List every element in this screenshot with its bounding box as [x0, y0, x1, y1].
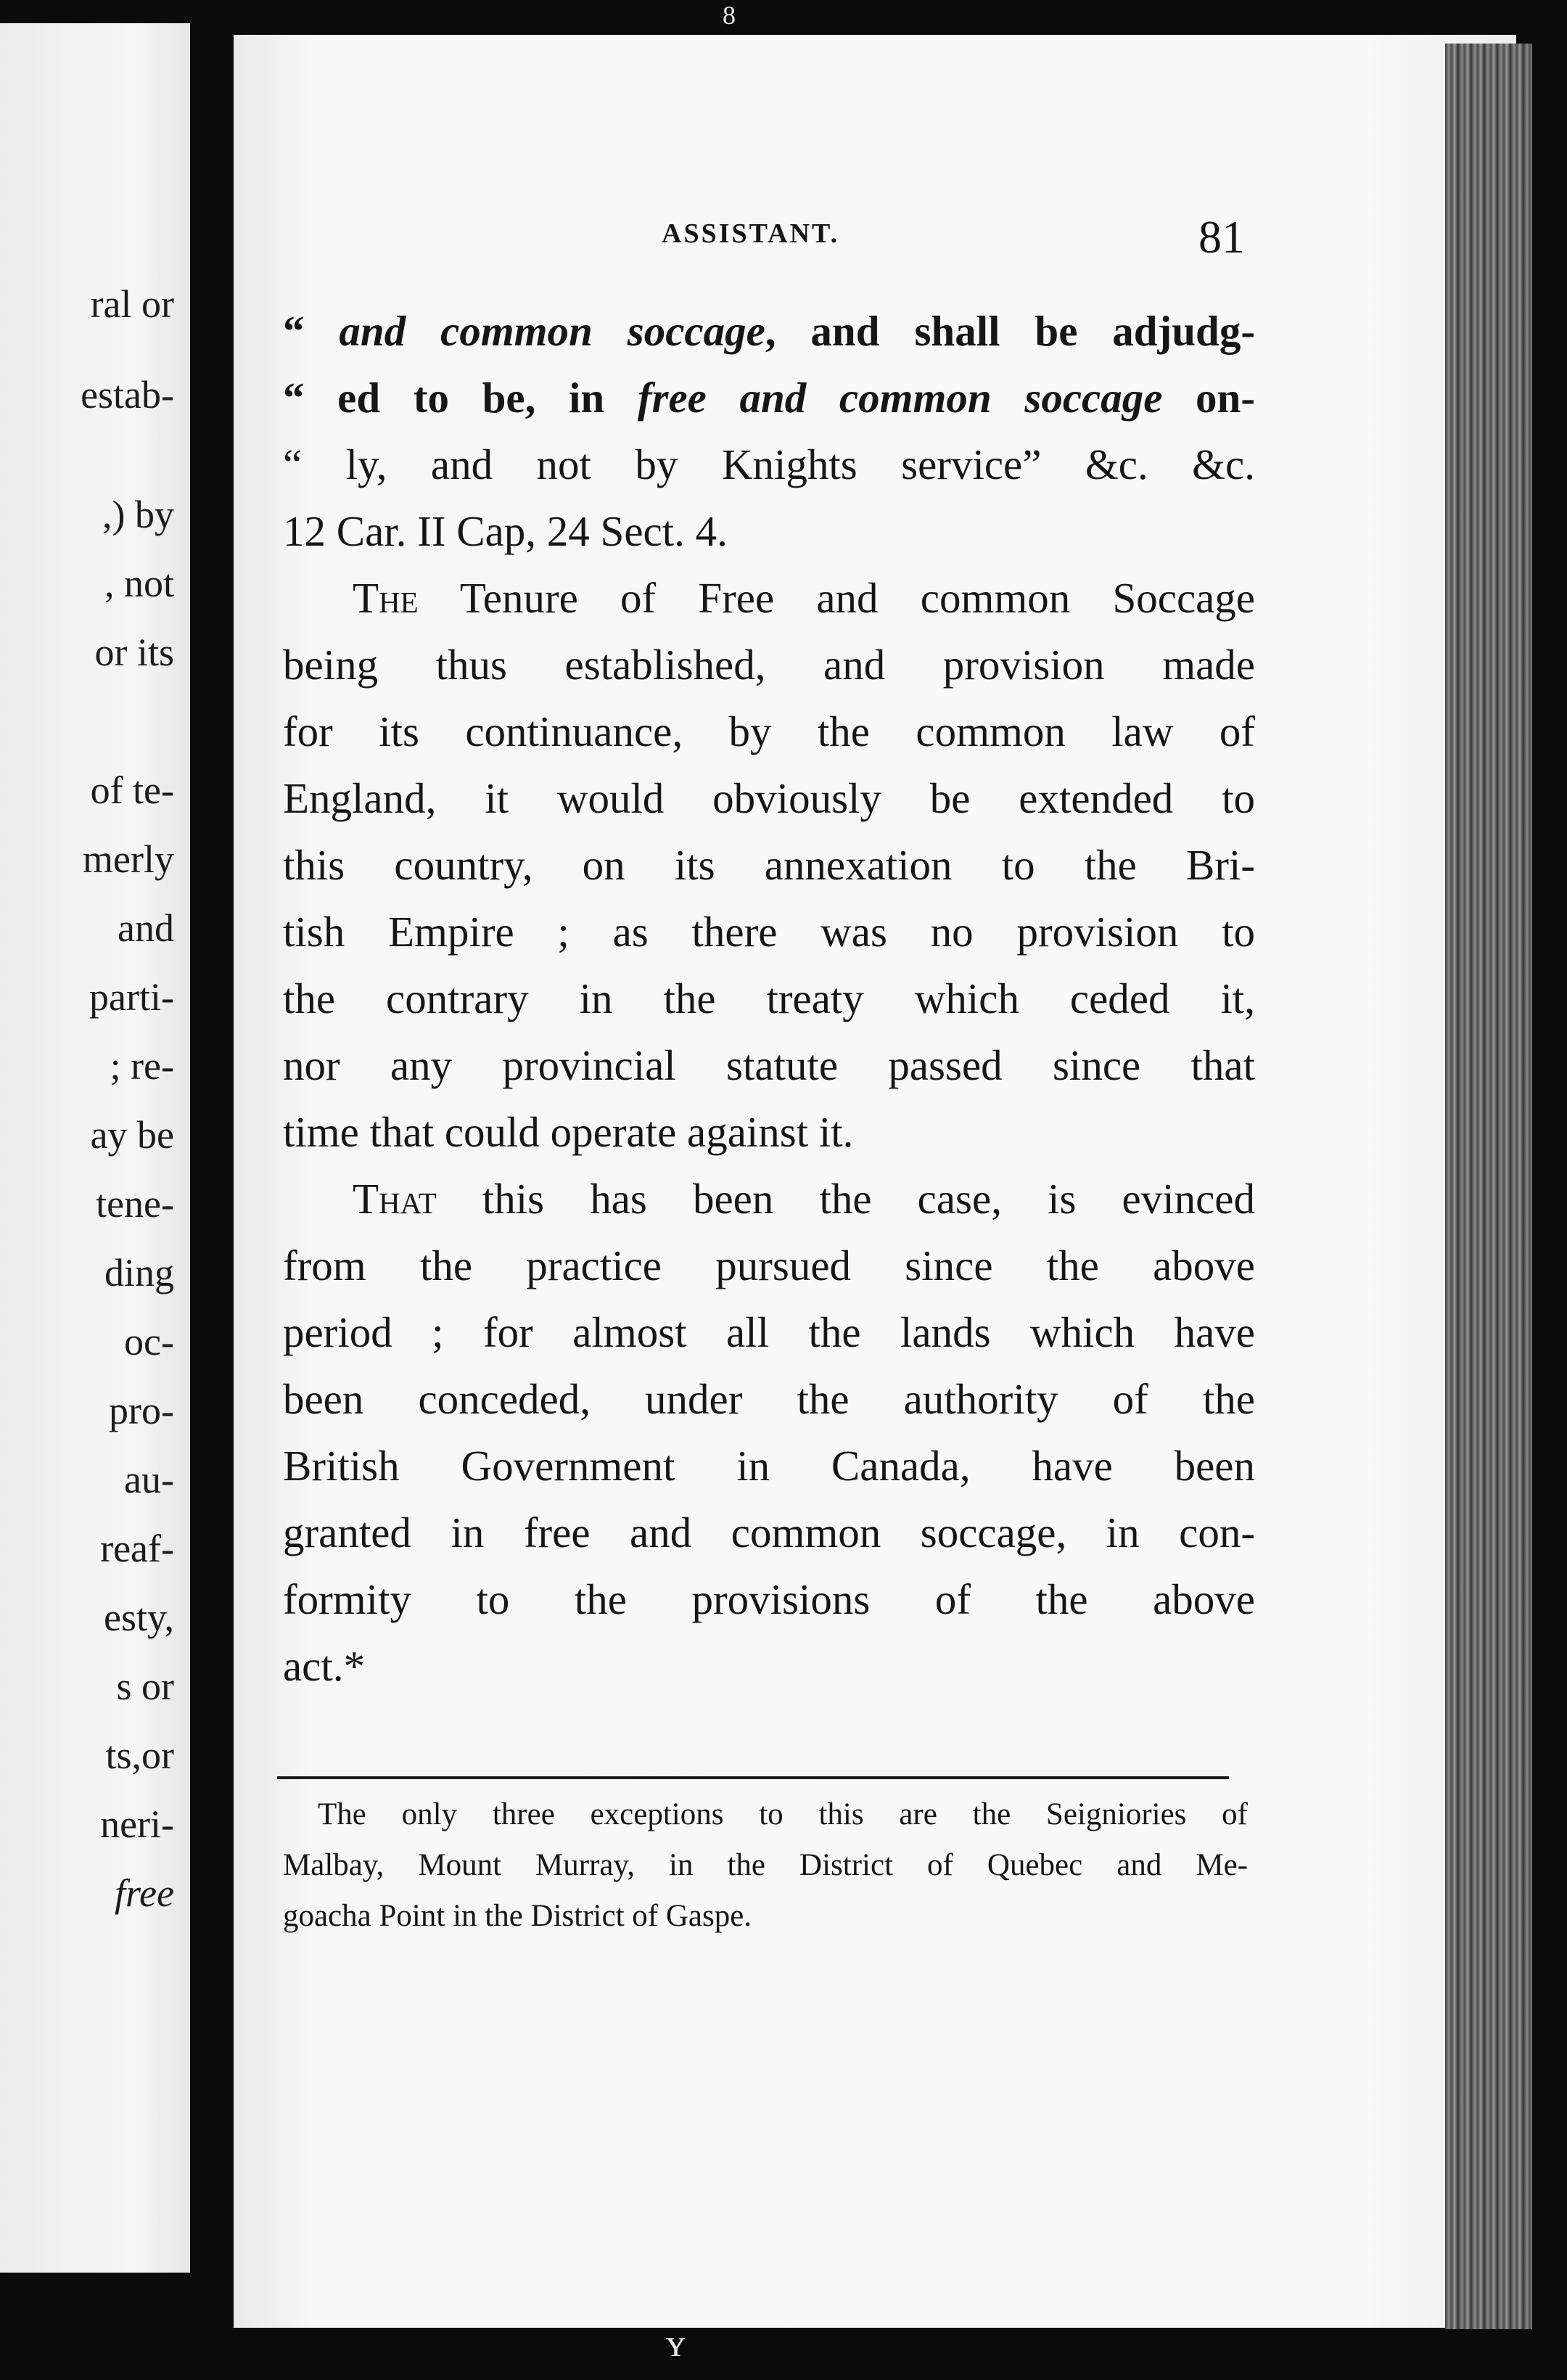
quote-text: on- — [1162, 374, 1255, 422]
scan-mark-bottom: ʏ — [666, 2321, 686, 2365]
left-page-line: free — [115, 1871, 174, 1915]
left-page-line: oc- — [124, 1320, 174, 1363]
paragraph-2-line: granted in free and common soccage, in con- — [283, 1509, 1255, 1556]
left-page-line: and — [118, 906, 174, 950]
paragraph-lead-word: The — [353, 574, 419, 622]
footnote-line: The only three exceptions to this are the Seigniories of — [318, 1797, 1248, 1831]
paragraph-2-line: British Government in Canada, have been — [283, 1442, 1255, 1490]
left-page-line: parti- — [89, 975, 174, 1019]
left-page-line: estab- — [81, 373, 174, 416]
paragraph-1-line: this country, on its annexation to the Bri- — [283, 841, 1255, 889]
left-page-line: reaf- — [100, 1527, 174, 1570]
left-page-line: ay be — [90, 1113, 174, 1157]
page-number: 81 — [1198, 211, 1245, 263]
footnote-rule — [277, 1776, 1229, 1779]
footnote — [283, 1789, 1248, 1942]
paragraph-1-line: for its continuance, by the common law of — [283, 707, 1255, 755]
paragraph-2-line: formity to the provisions of the above — [283, 1575, 1255, 1623]
left-page-line: ts,or — [105, 1733, 174, 1777]
page-edge-stack — [1445, 44, 1532, 2329]
citation-line — [283, 498, 1255, 565]
paragraph-text: Tenure of Free and common Soccage — [418, 574, 1255, 622]
paragraph-1-line: nor any provincial statute passed since that — [283, 1041, 1255, 1089]
left-page-line: tene- — [96, 1182, 174, 1226]
left-page-line: ding — [104, 1251, 174, 1294]
quote-text: , and shall be adjudg- — [765, 307, 1256, 355]
quote-text: “ ly, and not by Knights service” &c. &c. — [283, 440, 1255, 488]
left-page-line: or its — [94, 631, 174, 674]
left-page-line: esty, — [104, 1596, 174, 1639]
footnote-line: goacha Point in the District of Gaspe. — [283, 1899, 752, 1933]
citation-text: 12 Car. II Cap, 24 Sect. 4. — [283, 507, 728, 555]
paragraph-1-line: being thus established, and provision made — [283, 641, 1255, 689]
left-page-line: pro- — [109, 1389, 174, 1432]
running-head: ASSISTANT. — [662, 218, 840, 249]
footnote-line: Malbay, Mount Murray, in the District of Quebec and Me- — [283, 1848, 1248, 1882]
paragraph-text: this has been the case, is evinced — [436, 1175, 1255, 1223]
left-page-line: au- — [124, 1458, 174, 1501]
paragraph-1-line: the contrary in the treaty which ceded it, — [283, 974, 1255, 1022]
book-gutter — [190, 0, 234, 2380]
body-text — [283, 298, 1255, 1699]
left-page-line: merly — [83, 837, 174, 881]
quote-line — [283, 364, 1255, 431]
left-page-line: ; re- — [110, 1044, 174, 1088]
paragraph-2-line: from the practice pursued since the above — [283, 1242, 1255, 1289]
quote-mark: “ — [283, 307, 340, 355]
left-page-line: ral or — [90, 282, 174, 326]
quote-line — [283, 298, 1255, 364]
paragraph-1-line: England, it would obviously be extended to — [283, 774, 1255, 822]
scan-mark-top: 8 — [723, 1, 736, 30]
quote-text: “ ed to be, in — [283, 374, 638, 422]
paragraph-2-line: period ; for almost all the lands which have — [283, 1308, 1255, 1356]
paragraph-1-first-line — [283, 565, 1255, 631]
left-facing-page — [0, 23, 190, 2273]
paragraph-lead-word: That — [353, 1175, 437, 1223]
left-page-line: neri- — [100, 1802, 174, 1846]
paragraph-2-line: act.* — [283, 1642, 366, 1690]
paragraph-2-first-line — [283, 1165, 1255, 1232]
italic-phrase: free and common soccage — [637, 374, 1163, 422]
paragraph-1-line: time that could operate against it. — [283, 1108, 854, 1156]
quote-line — [283, 431, 1255, 498]
paragraph-2-line: been conceded, under the authority of the — [283, 1375, 1255, 1423]
left-page-line: s or — [116, 1665, 174, 1708]
left-page-line: of te- — [90, 768, 174, 812]
left-page-line: , not — [104, 562, 174, 605]
italic-phrase: and common soccage — [339, 307, 765, 355]
left-page-line: ,) by — [102, 493, 174, 536]
paragraph-1-line: tish Empire ; as there was no provision to — [283, 908, 1255, 956]
